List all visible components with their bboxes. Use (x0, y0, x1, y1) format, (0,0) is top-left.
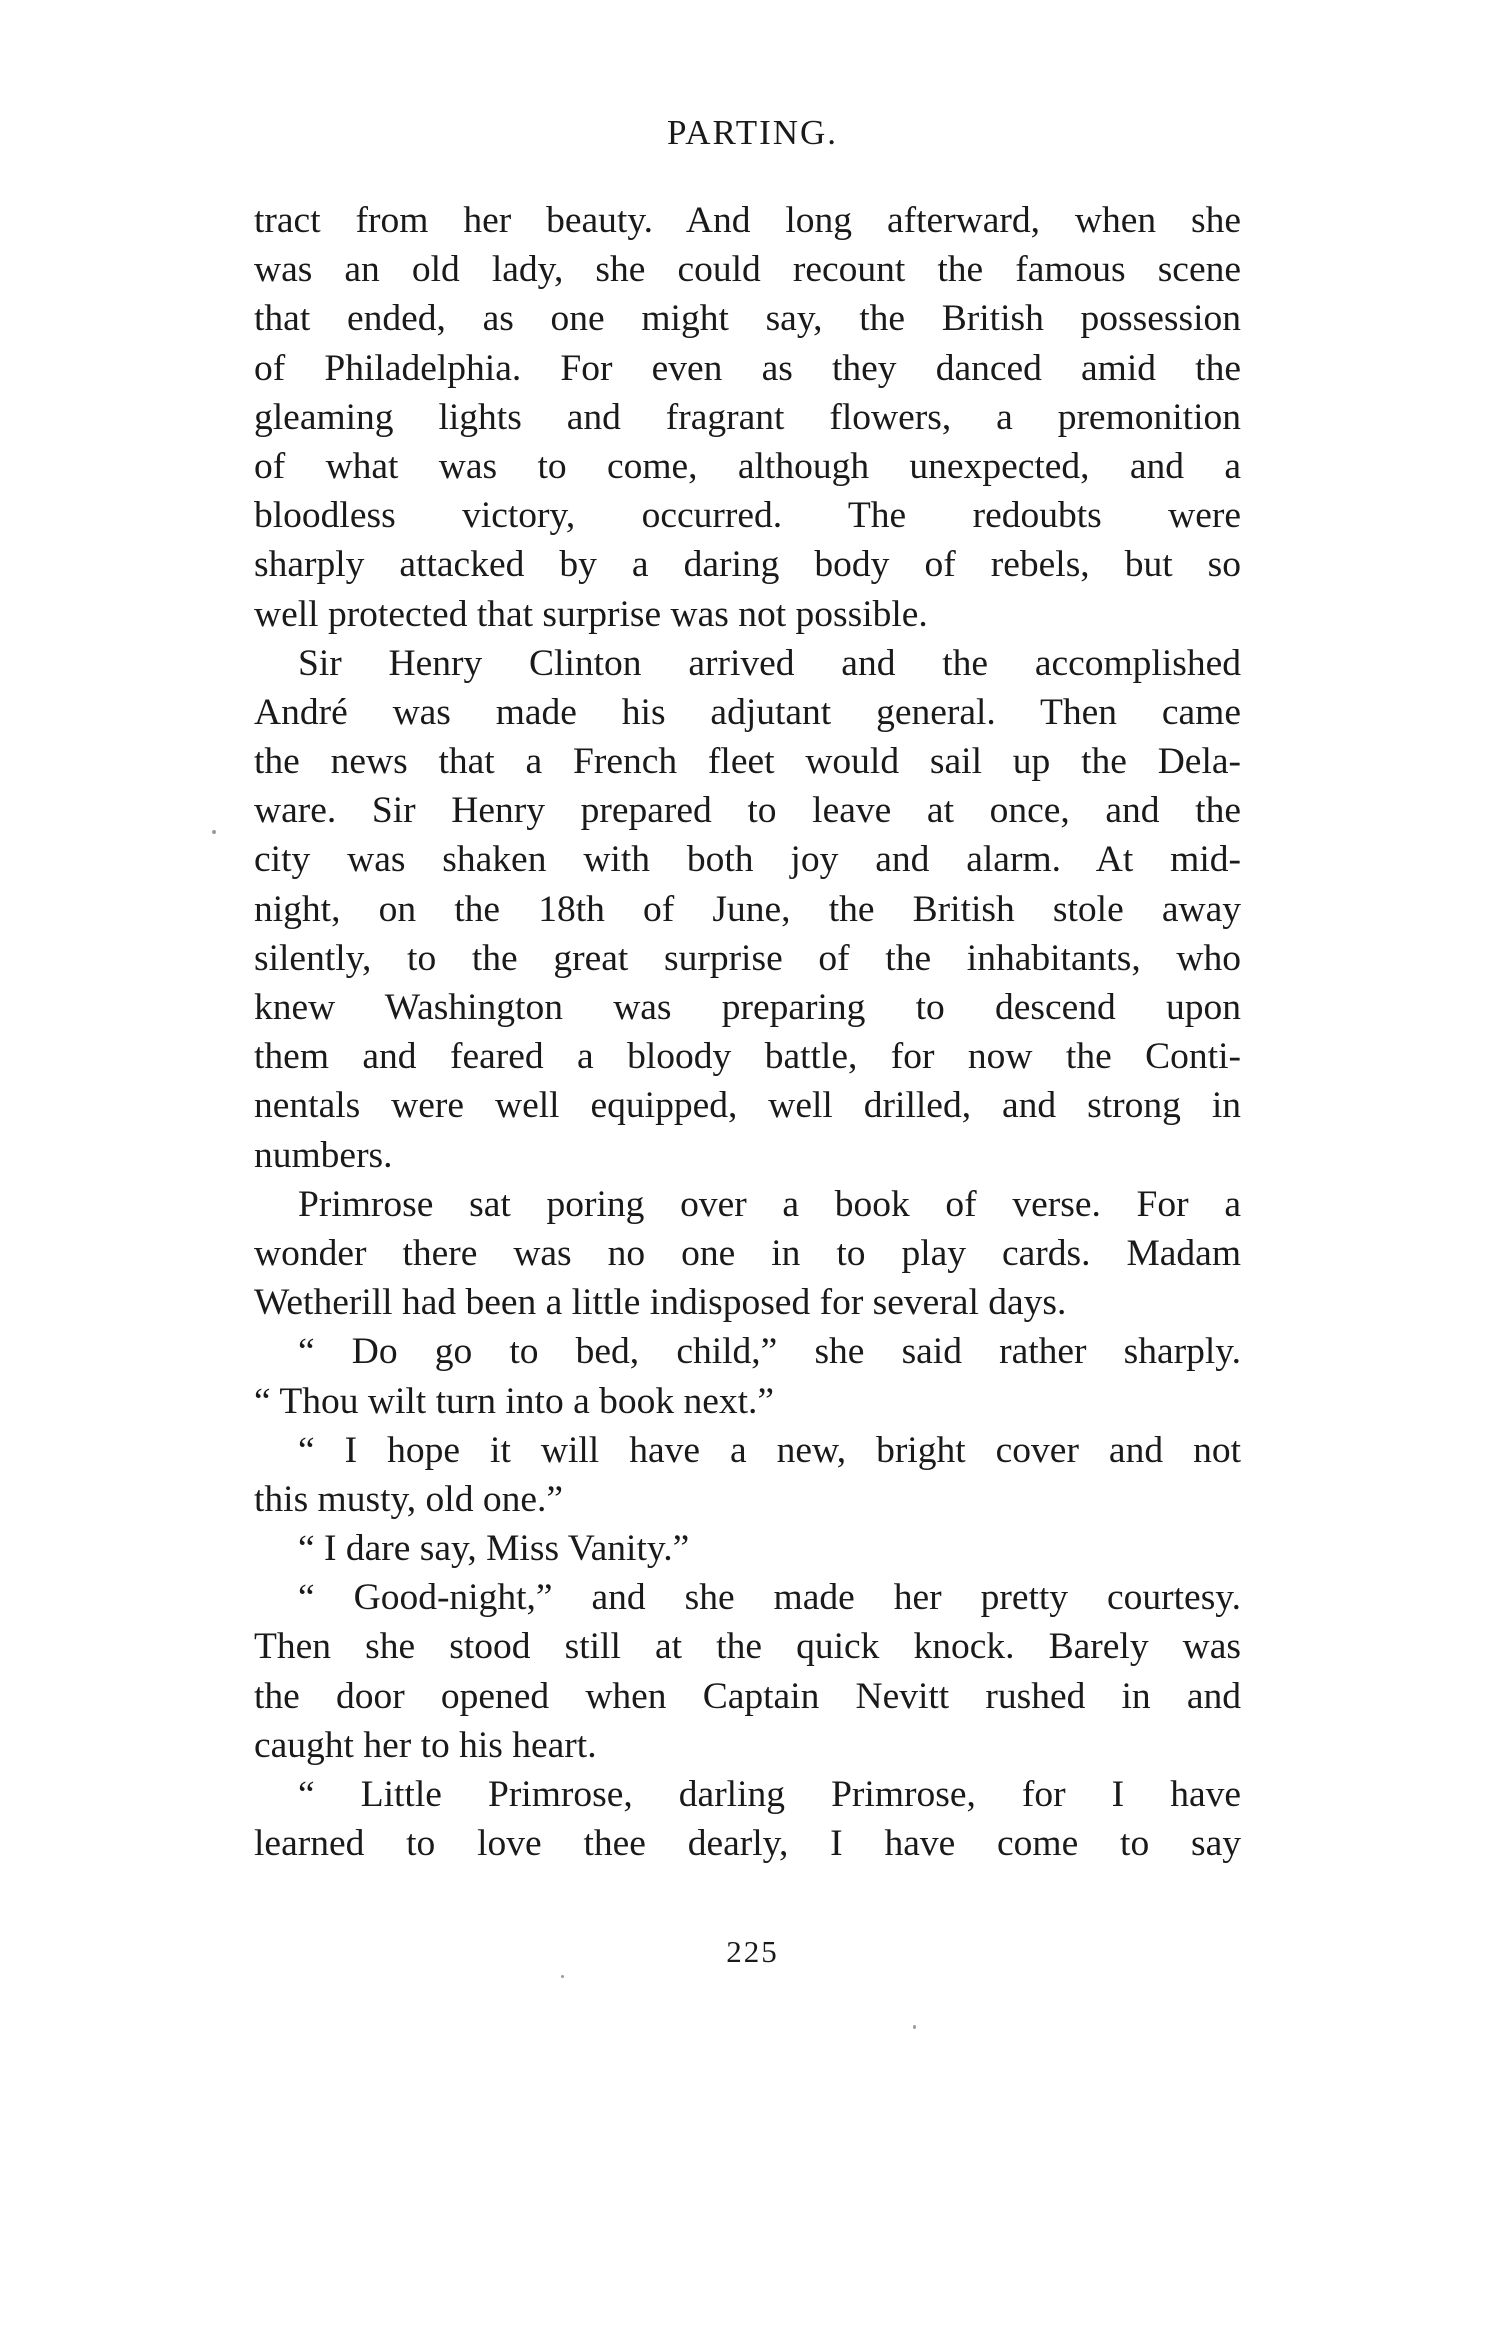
text-line: “ Thou wilt turn into a book next.” (254, 1380, 775, 1422)
text-line: “ I hope it will have a new, bright cover and not (298, 1429, 1241, 1471)
print-speck (561, 1975, 564, 1978)
text-line: Primrose sat poring over a book of verse. For a (298, 1183, 1241, 1225)
text-line: the door opened when Captain Nevitt rushed in and (254, 1675, 1241, 1717)
text-line: caught her to his heart. (254, 1724, 597, 1766)
text-line: “ Little Primrose, darling Primrose, for I have (298, 1774, 1241, 1815)
text-line: was an old lady, she could recount the famous scene (254, 249, 1241, 291)
text-line: silently, to the great surprise of the inhabitants, who (254, 937, 1241, 979)
text-line: that ended, as one might say, the British possession (254, 298, 1241, 340)
text-line: “ I dare say, Miss Vanity.” (298, 1528, 690, 1570)
text-line: Sir Henry Clinton arrived and the accomplished (298, 642, 1241, 684)
text-line: ware. Sir Henry prepared to leave at once, and the (254, 790, 1241, 832)
text-line: them and feared a bloody battle, for now the Conti- (254, 1036, 1241, 1078)
text-line: “ Do go to bed, child,” she said rather sharply. (298, 1331, 1241, 1373)
text-line: city was shaken with both joy and alarm. At mid- (254, 839, 1241, 881)
text-line: sharply attacked by a daring body of rebels, but so (254, 544, 1241, 586)
text-line: tract from her beauty. And long afterward, when she (254, 200, 1241, 241)
print-speck (913, 2025, 916, 2029)
text-line: of Philadelphia. For even as they danced amid the (254, 347, 1241, 389)
page-number: 225 (726, 1934, 779, 1969)
text-line: wonder there was no one in to play cards. Madam (254, 1232, 1241, 1274)
text-line: the news that a French fleet would sail up the Dela- (254, 741, 1241, 783)
body-text (254, 196, 1241, 1868)
text-line: of what was to come, although unexpected, and a (254, 445, 1241, 487)
text-line: André was made his adjutant general. Then came (254, 691, 1241, 733)
running-head: PARTING. (666, 113, 839, 152)
text-line: nentals were well equipped, well drilled, and strong in (254, 1085, 1241, 1127)
text-line: gleaming lights and fragrant flowers, a premonition (254, 396, 1241, 438)
text-line: night, on the 18th of June, the British stole away (254, 888, 1241, 930)
print-speck (212, 830, 216, 834)
text-line: Wetherill had been a little indisposed for several days. (254, 1282, 1067, 1324)
text-line: knew Washington was preparing to descend upon (254, 987, 1241, 1028)
text-line: learned to love thee dearly, I have come to say (254, 1823, 1241, 1865)
text-line: “ Good-night,” and she made her pretty courtesy. (298, 1577, 1241, 1619)
text-line: Then she stood still at the quick knock. Barely was (254, 1626, 1241, 1668)
text-line: this musty, old one.” (254, 1478, 564, 1520)
text-line: well protected that surprise was not possible. (254, 593, 928, 635)
text-line: numbers. (254, 1134, 393, 1176)
text-line: bloodless victory, occurred. The redoubts were (254, 495, 1241, 537)
